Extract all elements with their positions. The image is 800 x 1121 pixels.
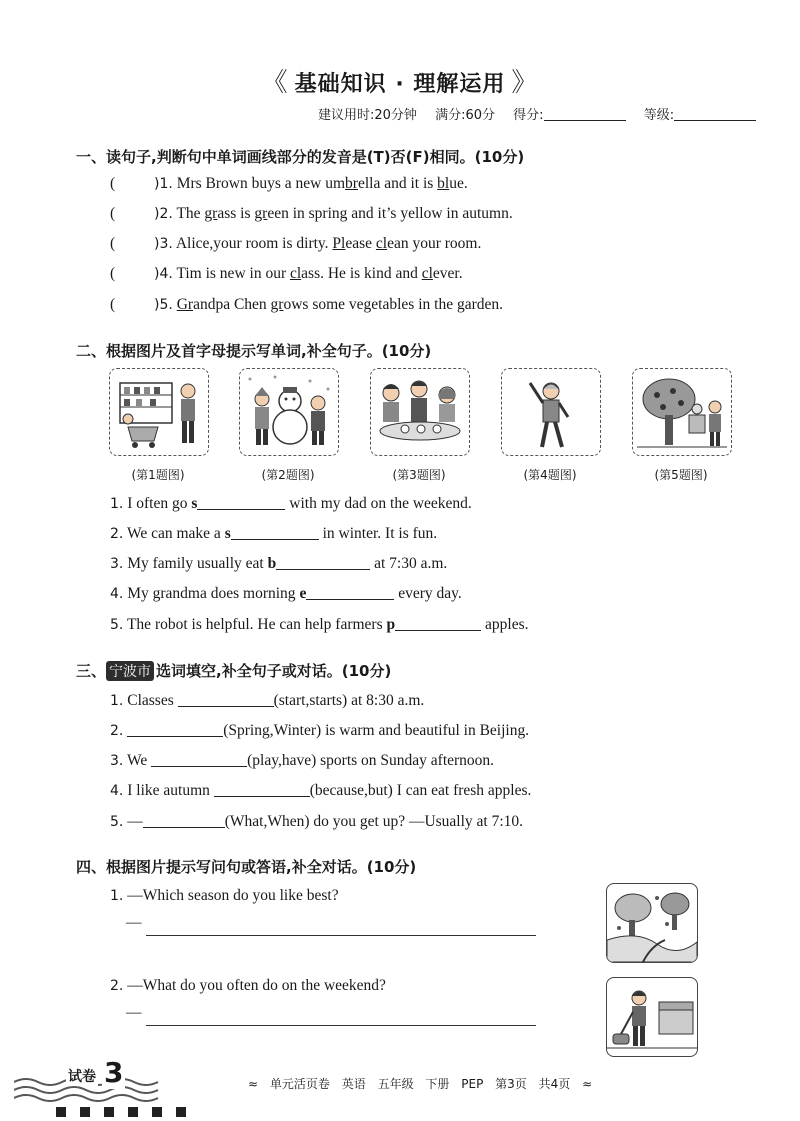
s1-item-2: ( )2. The grass is green in spring and it’s yellow in autumn. bbox=[110, 205, 513, 222]
s2-item-4: 4. My grandma does morning e every day. bbox=[110, 585, 462, 602]
fill-blank[interactable] bbox=[143, 813, 225, 828]
caption-4: (第4题图) bbox=[523, 468, 577, 482]
s3-item-1: 1. Classes (start,starts) at 8:30 a.m. bbox=[110, 692, 425, 709]
fill-blank[interactable] bbox=[127, 722, 223, 737]
fill-blank[interactable] bbox=[214, 782, 310, 797]
wave-right-icon: ≈ bbox=[582, 1077, 593, 1091]
s1-item-4: ( )4. Tim is new in our class. He is kind and clever. bbox=[110, 265, 463, 282]
full-marks: 满分:60分 bbox=[435, 108, 496, 123]
s2-item-2: 2. We can make a s in winter. It is fun. bbox=[110, 525, 438, 542]
shopping-illustration bbox=[110, 369, 208, 455]
registration-mark bbox=[176, 1107, 186, 1117]
fill-blank[interactable] bbox=[306, 585, 394, 600]
answer-line-1[interactable] bbox=[146, 934, 536, 936]
answer-paren[interactable]: ( bbox=[110, 235, 116, 252]
section2-heading: 二、根据图片及首字母提示写单词,补全句子。(10分) bbox=[76, 342, 432, 360]
paper-number-block bbox=[14, 1056, 164, 1104]
answer-paren[interactable]: ( bbox=[110, 205, 116, 222]
cleaning-illustration bbox=[607, 978, 697, 1056]
breakfast-illustration bbox=[371, 369, 469, 455]
caption-2: (第2题图) bbox=[261, 468, 315, 482]
answer-paren[interactable]: ( bbox=[110, 265, 116, 282]
title-left-bracket: 《 bbox=[261, 68, 289, 98]
section4-heading: 四、根据图片提示写问句或答语,补全对话。(10分) bbox=[76, 858, 417, 876]
s1-item-3: ( )3. Alice,your room is dirty. Please clean your room. bbox=[110, 235, 482, 252]
paper-number: 3 bbox=[104, 1056, 124, 1089]
s1-item-1: ( )1. Mrs Brown buys a new umbrella and it is blue. bbox=[110, 175, 468, 192]
section3-heading: 三、 宁波市 选词填空,补全句子或对话。(10分) bbox=[76, 662, 392, 680]
s2-item-1: 1. I often go s with my dad on the weekend. bbox=[110, 495, 472, 512]
fill-blank[interactable] bbox=[197, 495, 285, 510]
picture-2-snowman bbox=[239, 368, 339, 456]
fill-blank[interactable] bbox=[395, 616, 481, 631]
picture-5-picking-apples bbox=[632, 368, 732, 456]
picture-weekend-cleaning bbox=[606, 977, 698, 1057]
picture-4-exercise bbox=[501, 368, 601, 456]
caption-1: (第1题图) bbox=[131, 468, 185, 482]
time-label: 建议用时:20分钟 bbox=[318, 108, 417, 123]
page-title bbox=[0, 62, 800, 99]
registration-mark bbox=[152, 1107, 162, 1117]
registration-mark bbox=[104, 1107, 114, 1117]
region-badge: 宁波市 bbox=[106, 661, 154, 681]
registration-mark bbox=[128, 1107, 138, 1117]
answer-line-2[interactable] bbox=[146, 1024, 536, 1026]
caption-5: (第5题图) bbox=[654, 468, 708, 482]
picture-3-breakfast bbox=[370, 368, 470, 456]
footer-info: ≈ 单元活页卷 英语 五年级 下册 PEP 第3页 共4页 ≈ bbox=[248, 1077, 593, 1091]
registration-mark bbox=[56, 1107, 66, 1117]
s4-item-2-dash: — bbox=[126, 1004, 142, 1021]
s3-item-5: 5. — (What,When) do you get up? —Usually at 7:10. bbox=[110, 813, 524, 830]
section1-heading: 一、读句子,判断句中单词画线部分的发音是(T)否(F)相同。(10分) bbox=[76, 148, 525, 166]
registration-mark bbox=[80, 1107, 90, 1117]
wave-left-icon: ≈ bbox=[248, 1077, 259, 1091]
s4-item-1-question: 1. —Which season do you like best? bbox=[110, 887, 339, 904]
paper-label: 试卷 bbox=[66, 1066, 98, 1086]
exam-meta bbox=[318, 104, 770, 123]
title-text: 基础知识 · 理解运用 bbox=[294, 72, 506, 97]
autumn-scene-illustration bbox=[607, 884, 697, 962]
grade-label: 等级: bbox=[643, 108, 675, 123]
exercise-illustration bbox=[502, 369, 600, 455]
title-right-bracket: 》 bbox=[511, 68, 539, 98]
s1-item-5: ( )5. Grandpa Chen grows some vegetables in the garden. bbox=[110, 296, 503, 313]
answer-paren[interactable]: ( bbox=[110, 296, 116, 313]
s3-item-3: 3. We (play,have) sports on Sunday afternoon. bbox=[110, 752, 495, 769]
picture-season-autumn bbox=[606, 883, 698, 963]
picture-1-shopping bbox=[109, 368, 209, 456]
apple-picking-illustration bbox=[633, 369, 731, 455]
fill-blank[interactable] bbox=[178, 692, 274, 707]
fill-blank[interactable] bbox=[231, 525, 319, 540]
s3-item-4: 4. I like autumn (because,but) I can eat fresh apples. bbox=[110, 782, 532, 799]
grade-blank[interactable] bbox=[674, 108, 756, 121]
s4-item-1-dash: — bbox=[126, 914, 142, 931]
s4-item-2-question: 2. —What do you often do on the weekend? bbox=[110, 977, 386, 994]
score-blank[interactable] bbox=[544, 108, 626, 121]
s3-item-2: 2. (Spring,Winter) is warm and beautiful in Beijing. bbox=[110, 722, 530, 739]
s2-item-5: 5. The robot is helpful. He can help farmers p apples. bbox=[110, 616, 529, 633]
fill-blank[interactable] bbox=[276, 555, 370, 570]
snowman-illustration bbox=[240, 369, 338, 455]
s2-item-3: 3. My family usually eat b at 7:30 a.m. bbox=[110, 555, 448, 572]
caption-3: (第3题图) bbox=[392, 468, 446, 482]
score-label: 得分: bbox=[513, 108, 544, 123]
fill-blank[interactable] bbox=[151, 752, 247, 767]
answer-paren[interactable]: ( bbox=[110, 175, 116, 192]
